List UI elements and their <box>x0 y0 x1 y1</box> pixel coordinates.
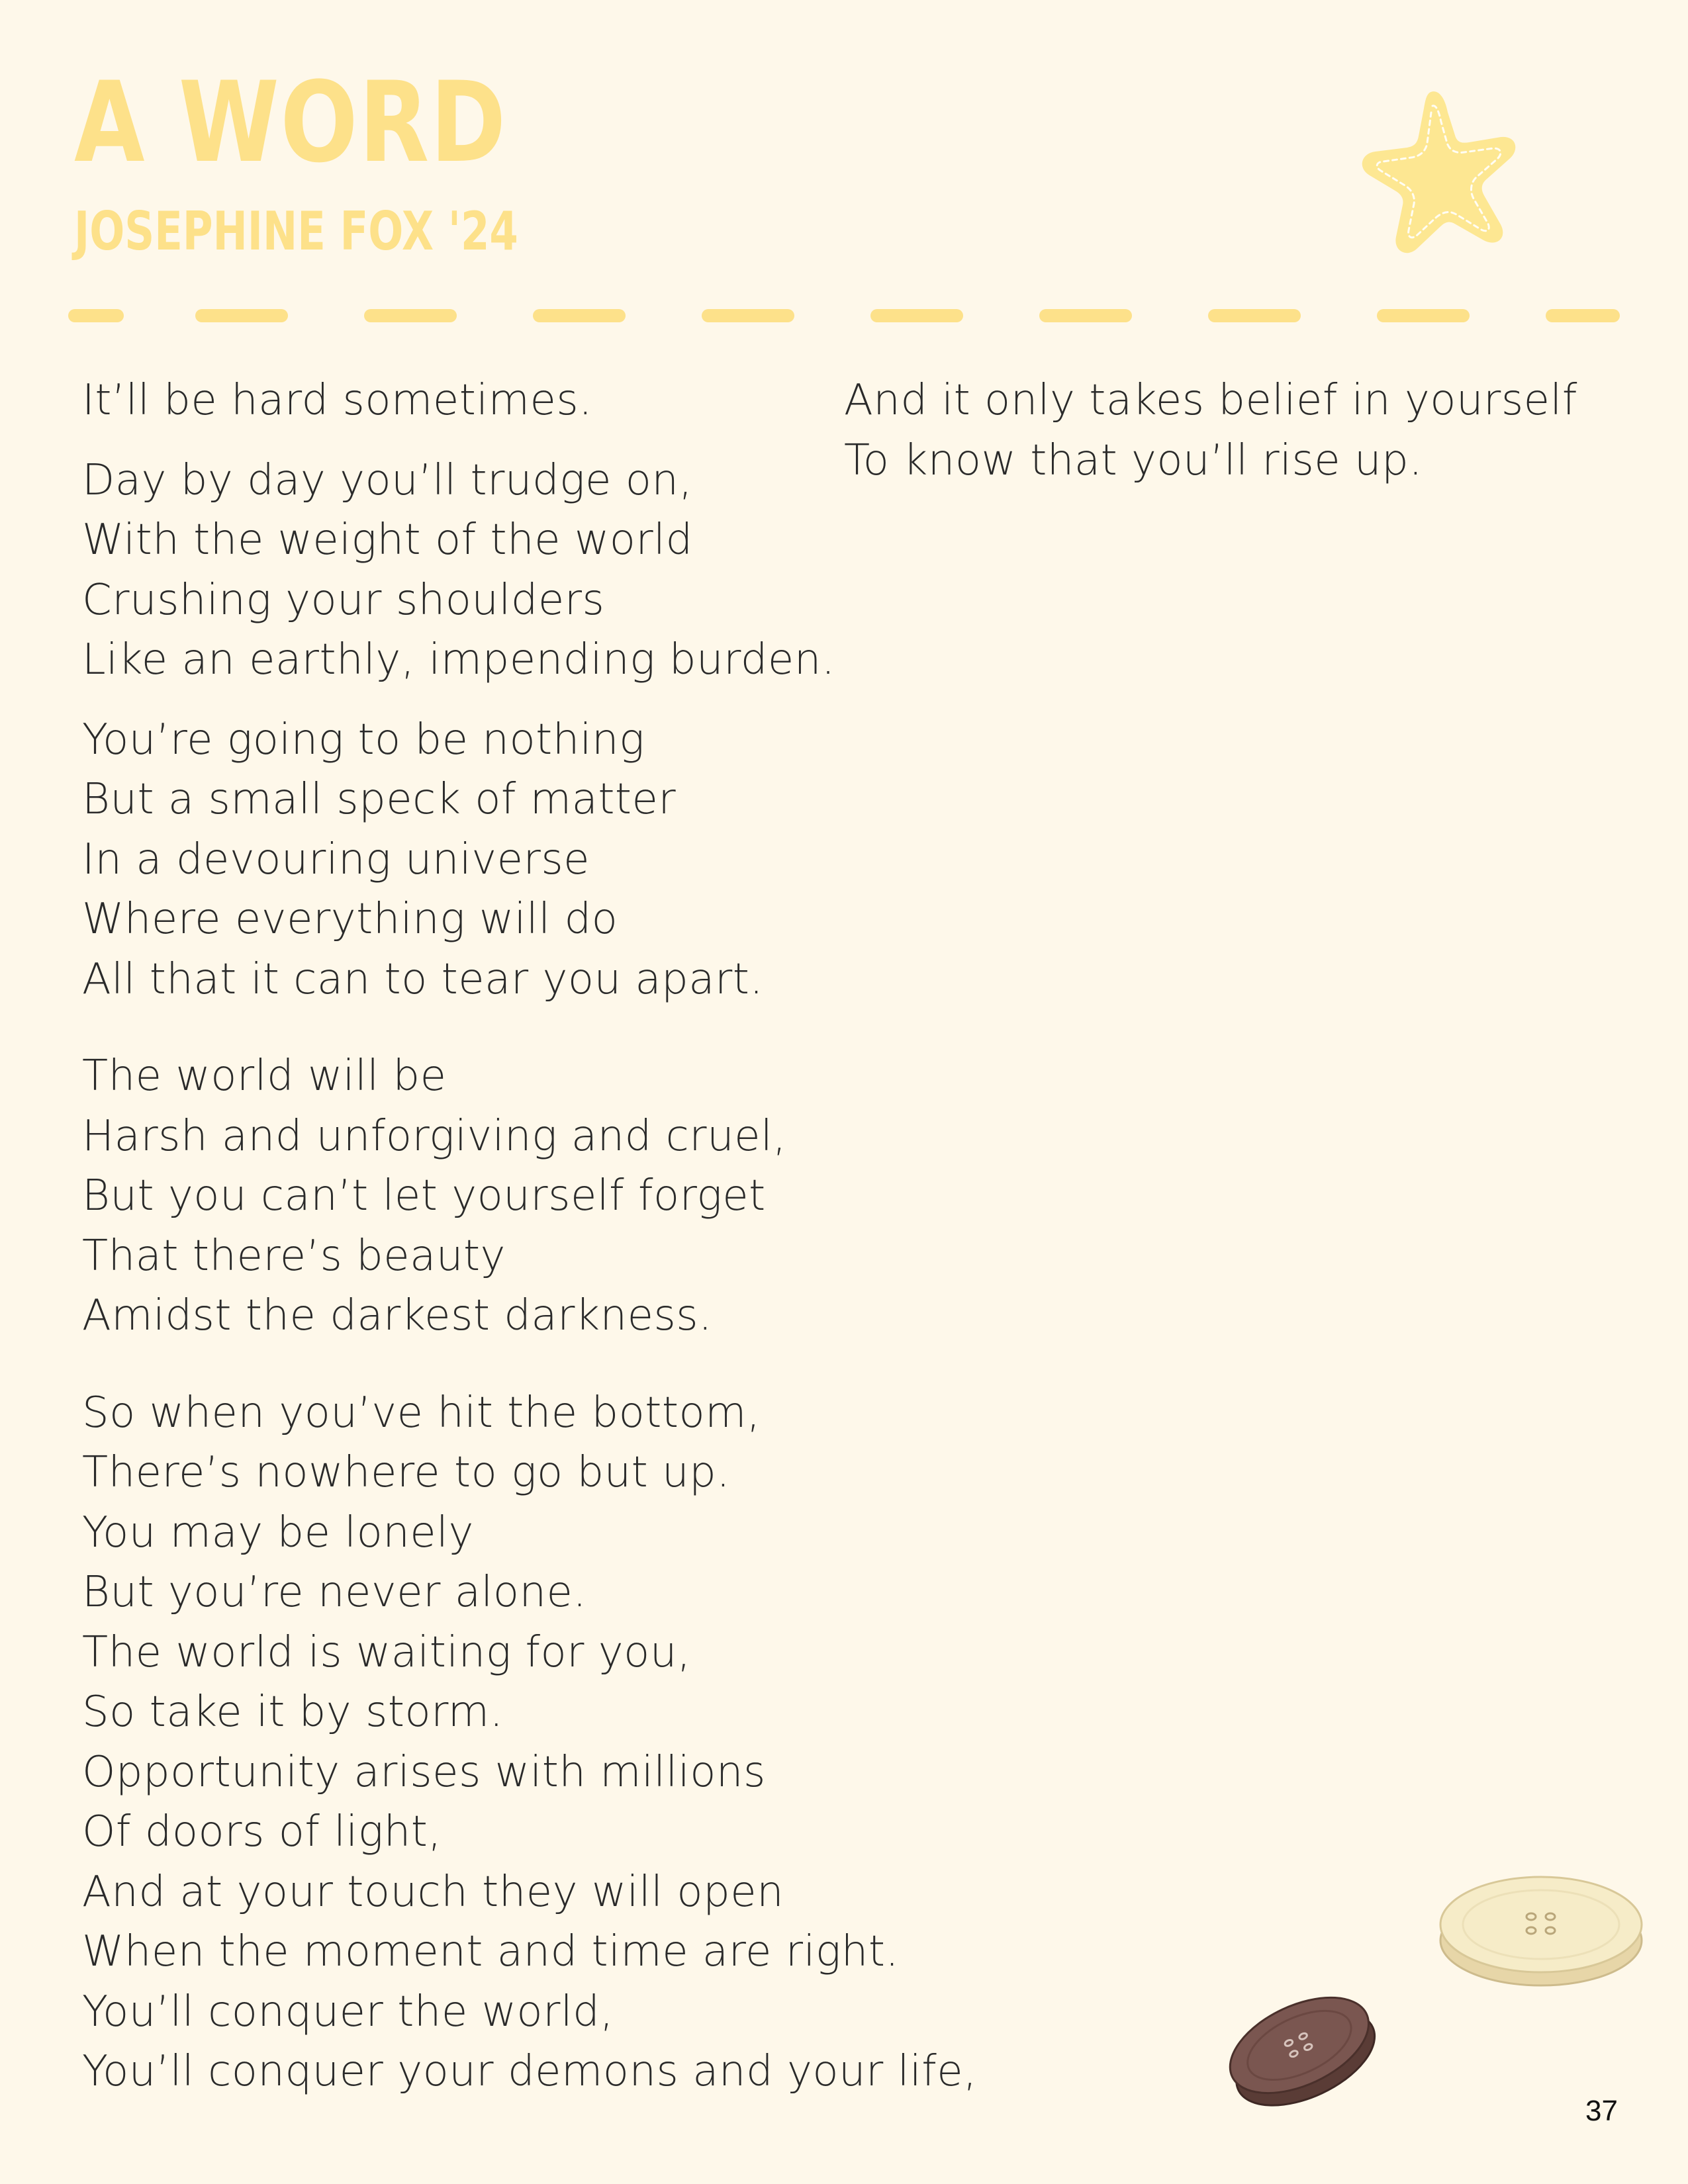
star-icon <box>1357 86 1523 258</box>
poem-line: In a devouring universe <box>82 835 590 884</box>
button-dark-icon <box>1218 1985 1383 2111</box>
poem-line: But a small speck of matter <box>82 775 677 824</box>
poem-line: Opportunity arises with millions <box>82 1747 766 1797</box>
poem-line: The world will be <box>82 1052 447 1101</box>
poem-line: You’ll conquer the world, <box>82 1987 614 2036</box>
poem-line: There’s nowhere to go but up. <box>82 1448 731 1497</box>
poem-line: Crushing your shoulders <box>82 575 605 625</box>
stanza <box>844 371 1638 490</box>
poem-title: A WORD <box>74 58 507 187</box>
poem-line: So take it by storm. <box>82 1688 504 1737</box>
poem-left-column <box>82 371 977 2102</box>
poem-line: Day by day you’ll trudge on, <box>82 455 693 505</box>
poem-line: But you’re never alone. <box>82 1568 587 1617</box>
poem-line: To know that you’ll rise up. <box>844 435 1423 485</box>
stanza <box>82 1383 977 2102</box>
button-light-icon <box>1435 1866 1647 1992</box>
poem-line: The world is waiting for you, <box>82 1627 691 1677</box>
poem-line: You’re going to be nothing <box>82 715 645 764</box>
author-byline: JOSEPHINE FOX '24 <box>74 201 518 262</box>
page-number: 37 <box>1585 2095 1618 2127</box>
poem-line: It’ll be hard sometimes. <box>82 376 592 425</box>
poem-line: With the weight of the world <box>82 516 693 565</box>
divider <box>63 306 1625 326</box>
poem-line: Of doors of light, <box>82 1807 442 1856</box>
poem-line: When the moment and time are right. <box>82 1927 900 1976</box>
poem-line: But you can’t let yourself forget <box>82 1171 766 1220</box>
stanza <box>82 710 876 1010</box>
poem-line: That there’s beauty <box>82 1231 506 1281</box>
poem-line: So when you’ve hit the bottom, <box>82 1388 761 1437</box>
poem-line: Like an earthly, impending burden. <box>82 635 835 684</box>
poem-line: And it only takes belief in yourself <box>844 376 1577 425</box>
poem-line: And at your touch they will open <box>82 1867 784 1917</box>
poem-right-column <box>844 371 1638 490</box>
poem-line: Harsh and unforgiving and cruel, <box>82 1111 787 1161</box>
poem-line: Where everything will do <box>82 895 618 944</box>
poem-line: You’ll conquer your demons and your life, <box>82 2047 977 2096</box>
poem-line: All that it can to tear you apart. <box>82 954 764 1004</box>
stanza <box>82 1046 876 1346</box>
stanza <box>82 371 876 431</box>
poem-line: You may be lonely <box>82 1508 474 1557</box>
poem-line: Amidst the darkest darkness. <box>82 1291 712 1340</box>
stanza <box>82 451 876 690</box>
